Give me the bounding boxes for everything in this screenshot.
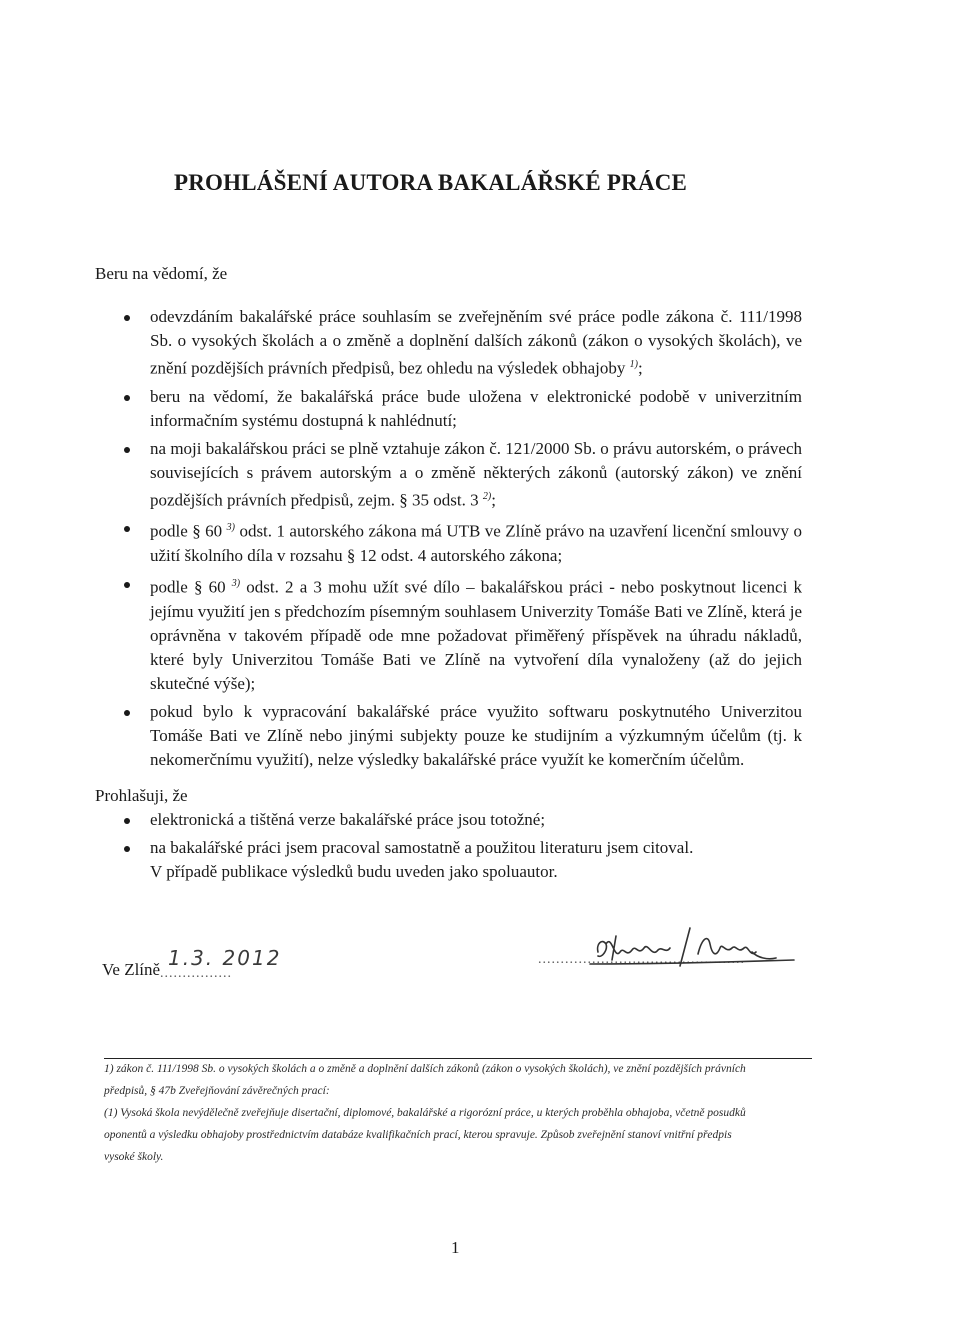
list-item: beru na vědomí, že bakalářská práce bude uložena v elektronické podobě v univerzitním informačním systému dostupná k nahlédnutí; <box>122 385 802 433</box>
signature-row <box>102 940 802 1000</box>
declaration-intro: Prohlašuji, že <box>95 786 188 805</box>
list-item: pokud bylo k vypracování bakalářské práce využito softwaru poskytnutého Univerzitou Tomáše Bati ve Zlíně nebo jinými subjekty pouze ke studijním a výzkumným účelům (tj. k nekomerčnímu využití), nelze výsledky bakalářské práce využít ke komerčním účelům. <box>122 700 802 772</box>
handwritten-signature <box>562 914 822 984</box>
declaration-list <box>122 808 802 888</box>
footnotes <box>104 1058 816 1168</box>
footnote-line: (1) Vysoká škola nevýdělečně zveřejňuje disertační, diplomové, bakalářské a rigorózní práce, u kterých proběhla obhajoba, včetně posudků <box>104 1107 746 1119</box>
list-item: na bakalářské práci jsem pracoval samostatně a použitou literaturu jsem citoval. <box>122 836 802 860</box>
list-item: odevzdáním bakalářské práce souhlasím se zveřejněním své práce podle zákona č. 111/1998 Sb. o vysokých školách a o změně a doplnění dalších zákonů (zákon o vysokých školách), ve znění pozdějších právních předpisů, bez ohledu na výsledek obhajoby $^{1)}$; <box>122 305 802 381</box>
acknowledgement-list <box>122 305 802 776</box>
handwritten-date: 1.3. 2012 <box>168 946 282 970</box>
list-item: podle § 60 $^{3)}$ odst. 1 autorského zákona má UTB ve Zlíně právo na uzavření licenční smlouvy o užití školního díla v rozsahu § 12 odst. 4 autorského zákona; <box>122 516 802 568</box>
page-number: 1 <box>451 1238 460 1257</box>
list-item: na moji bakalářskou práci se plně vztahuje zákon č. 121/2000 Sb. o právu autorském, o právech souvisejících s právem autorským a o změně některých zákonů (autorský zákon) ve znění pozdějších právních předpisů, zejm. § 35 odst. 3 $^{2)}$; <box>122 437 802 513</box>
footnote-line: oponentů a výsledku obhajoby prostřednictvím databáze kvalifikačních prací, kterou spravuje. Způsob zveřejnění stanoví vnitřní předpis <box>104 1129 732 1141</box>
place-label: Ve Zlíně <box>102 960 161 979</box>
document-title: PROHLÁŠENÍ AUTORA BAKALÁŘSKÉ PRÁCE <box>174 170 688 195</box>
footnote-line: vysoké školy. <box>104 1151 164 1163</box>
intro-text: Beru na vědomí, že <box>95 264 228 283</box>
signature-dotted-line: .............................................. <box>538 952 745 967</box>
date-dotted-line: ................ <box>160 966 232 981</box>
footnote-line: předpisů, § 47b Zveřejňování závěrečných prací: <box>104 1085 330 1097</box>
declaration-continuation: V případě publikace výsledků budu uveden jako spoluautor. <box>150 862 558 881</box>
footnote-divider <box>104 1058 812 1059</box>
list-item: podle § 60 $^{3)}$ odst. 2 a 3 mohu užít své dílo – bakalářskou práci - nebo poskytnout licenci k jejímu využití jen s předchozím písemným souhlasem Univerzity Tomáše Bati ve Zlíně, která je oprávněna v takovém případě ode mne požadovat přiměřený příspěvek na úhradu nákladů, které byly Univerzitou Tomáše Bati ve Zlíně na vytvoření díla vynaloženy (až do jejich skutečné výše); <box>122 572 802 696</box>
footnote-line: 1) zákon č. 111/1998 Sb. o vysokých školách a o změně a doplnění dalších zákonů (zákon o vysokých školách), ve znění pozdějších právních <box>104 1063 746 1075</box>
list-item: elektronická a tištěná verze bakalářské práce jsou totožné; <box>122 808 802 832</box>
